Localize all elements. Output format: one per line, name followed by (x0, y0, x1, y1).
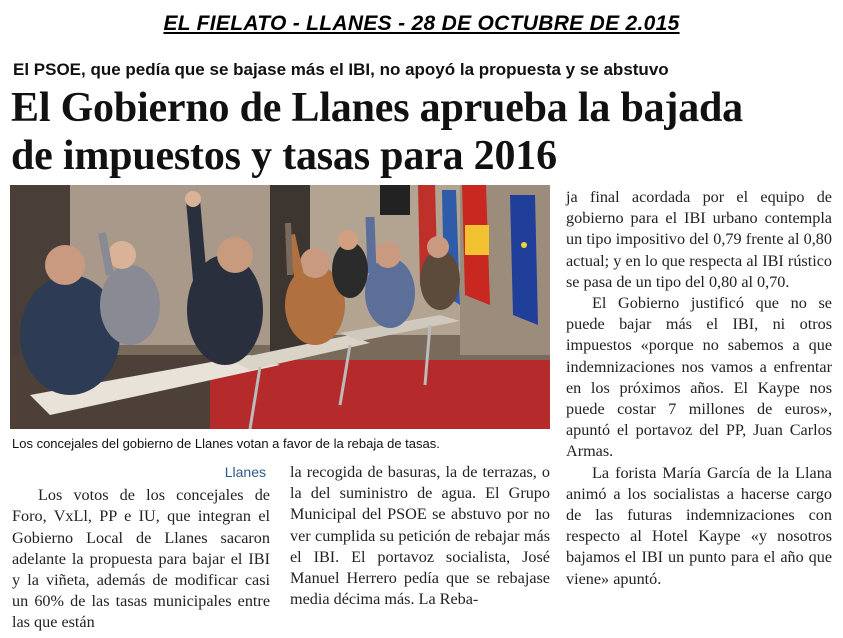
article-column-2 (290, 462, 550, 610)
article-column-1 (12, 462, 270, 634)
photo-caption: Los concejales del gobierno de Llanes votan a favor de la rebaja de tasas. (12, 436, 440, 451)
article-kicker: El PSOE, que pedía que se bajase más el IBI, no apoyó la propuesta y se abstuvo (13, 60, 669, 79)
article-col2-text: la recogida de basuras, la de terrazas, o la del suministro de agua. El Grupo Municipal del PSOE se abstuvo por no ver cumplida su petición de rebajar más el IBI. El portavoz socialista, José Manuel Herrero pedía que se rebajase media décima más. La Reba- (290, 463, 550, 609)
council-meeting-photo (10, 185, 550, 429)
article-byline: Llanes (224, 464, 266, 480)
article-column-3 (566, 187, 832, 590)
headline-line-1: El Gobierno de Llanes aprueba la bajada (11, 85, 743, 131)
article-col3-paragraph-3: La forista María García de la Llana animó a los socialistas a hacerse cargo de las futuras indemnizaciones con respecto al Hotel Kaype «y nosotros bajamos el IBI un punto para el año que viene» apuntó. (566, 463, 832, 588)
masthead-publication-line: EL FIELATO - LLANES - 28 DE OCTUBRE DE 2.015 (163, 12, 680, 35)
article-headline (11, 84, 833, 180)
article-col3-paragraph-1: ja final acordada por el equipo de gobierno para el IBI urbano contempla un tipo impositivo del 0,79 frente al 0,80 actual; y en lo que respecta al IBI rústico se pasa de un tipo del 0,80 al 0,70. (566, 188, 832, 291)
article-col3-paragraph-2: El Gobierno justificó que no se puede bajar más el IBI, ni otros impuestos «porque no sabemos a que indemnizaciones nos vamos a enfrentar en los próximos años. El Kaype nos puede costar 7 millones de euros», apuntó el portavoz del PP, Juan Carlos Armas. (566, 294, 832, 461)
photo-illustration (10, 185, 550, 429)
article-col1-text: Los votos de los concejales de Foro, VxLl, PP e IU, que integran el Gobierno Local de Llanes sacaron adelante la propuesta para bajar el IBI y la viñeta, además de modificar casi un 60% de las tasas municipales entre las que están (12, 486, 270, 632)
headline-line-2: de impuestos y tasas para 2016 (11, 133, 557, 179)
